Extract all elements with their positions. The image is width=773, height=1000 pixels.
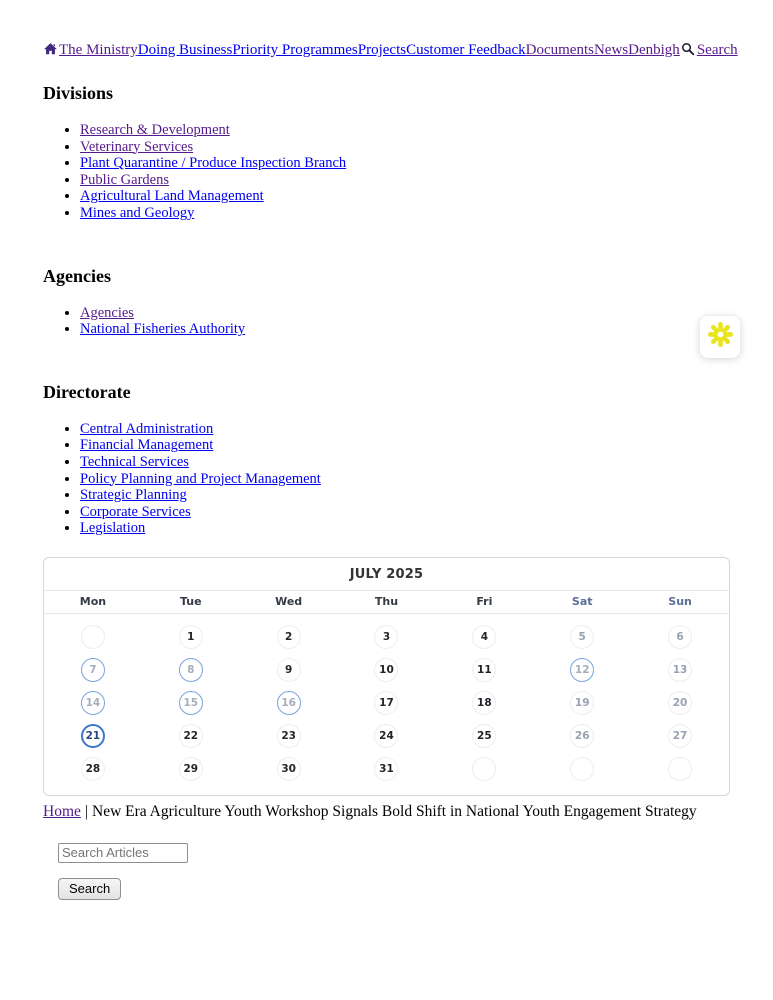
article-search-form [58, 843, 730, 900]
day-header-mon: Mon [79, 594, 107, 608]
divisions-list [43, 122, 730, 222]
day-header-tue: Tue [179, 594, 202, 608]
list-item [80, 321, 730, 338]
calendar-day-9[interactable]: 9 [240, 654, 338, 687]
link-agencies[interactable]: Agencies [80, 304, 134, 321]
breadcrumb-separator: | [84, 802, 88, 820]
link-research-development[interactable]: Research & Development [80, 122, 230, 138]
calendar-day-14[interactable]: 14 [44, 687, 142, 720]
nav-link-documents[interactable]: Documents [525, 42, 594, 58]
calendar-day-empty [631, 753, 729, 786]
nav-search-link[interactable]: Search [696, 42, 738, 58]
calendar-day-7[interactable]: 7 [44, 654, 142, 687]
list-item [80, 188, 730, 205]
nav-link-the-ministry[interactable]: The Ministry [59, 42, 138, 58]
home-icon[interactable] [43, 42, 58, 61]
link-policy-planning[interactable]: Policy Planning and Project Management [80, 470, 321, 487]
list-item [80, 155, 730, 172]
calendar-day-headers [44, 591, 729, 614]
link-central-administration[interactable]: Central Administration [80, 420, 214, 437]
calendar-day-4[interactable]: 4 [435, 621, 533, 654]
calendar-day-empty [44, 621, 142, 654]
calendar-day-empty [435, 753, 533, 786]
calendar-day-22[interactable]: 22 [142, 720, 240, 753]
link-veterinary-services[interactable]: Veterinary Services [80, 138, 194, 155]
top-nav [43, 42, 738, 61]
link-agricultural-land-management[interactable]: Agricultural Land Management [80, 188, 264, 205]
calendar-day-26[interactable]: 26 [533, 720, 631, 753]
calendar-day-15[interactable]: 15 [142, 687, 240, 720]
link-plant-quarantine[interactable]: Plant Quarantine / Produce Inspection Branch [80, 155, 347, 172]
list-item [80, 487, 730, 504]
calendar-day-30[interactable]: 30 [240, 753, 338, 786]
list-item [80, 504, 730, 521]
list-item [80, 205, 730, 222]
list-item [80, 421, 730, 438]
calendar-day-1[interactable]: 1 [142, 621, 240, 654]
link-financial-management[interactable]: Financial Management [80, 437, 214, 454]
calendar-day-24[interactable]: 24 [338, 720, 436, 753]
asterisk-burst-icon [707, 321, 734, 353]
calendar-day-19[interactable]: 19 [533, 687, 631, 720]
calendar-day-2[interactable]: 2 [240, 621, 338, 654]
calendar-day-27[interactable]: 27 [631, 720, 729, 753]
section-title-divisions: Divisions [43, 83, 114, 103]
list-item [80, 172, 730, 189]
breadcrumb-home-link[interactable]: Home [43, 802, 81, 820]
day-header-sat: Sat [571, 594, 593, 608]
link-public-gardens[interactable]: Public Gardens [80, 171, 169, 188]
nav-link-news[interactable]: News [593, 42, 629, 58]
calendar-day-empty [533, 753, 631, 786]
section-title-agencies: Agencies [43, 265, 111, 286]
nav-link-denbigh[interactable]: Denbigh [628, 42, 680, 58]
day-header-wed: Wed [275, 594, 303, 608]
calendar-day-6[interactable]: 6 [631, 621, 729, 654]
calendar-day-23[interactable]: 23 [240, 720, 338, 753]
calendar-day-18[interactable]: 18 [435, 687, 533, 720]
list-item [80, 122, 730, 139]
article-title: New Era Agriculture Youth Workshop Signals Bold Shift in National Youth Engagement Strategy [92, 802, 697, 820]
day-header-thu: Thu [374, 594, 399, 608]
article-search-button[interactable]: Search [58, 878, 121, 900]
list-item [80, 139, 730, 156]
nav-link-projects[interactable]: Projects [357, 42, 407, 58]
day-header-sun: Sun [668, 594, 692, 608]
link-technical-services[interactable]: Technical Services [80, 453, 189, 470]
calendar-day-17[interactable]: 17 [338, 687, 436, 720]
calendar-day-29[interactable]: 29 [142, 753, 240, 786]
calendar-day-8[interactable]: 8 [142, 654, 240, 687]
accessibility-widget-button[interactable] [700, 316, 740, 358]
calendar-day-11[interactable]: 11 [435, 654, 533, 687]
nav-link-priority-programmes[interactable]: Priority Programmes [232, 42, 358, 58]
list-item [80, 437, 730, 454]
list-item [80, 305, 730, 322]
calendar-day-12[interactable]: 12 [533, 654, 631, 687]
calendar-day-13[interactable]: 13 [631, 654, 729, 687]
calendar-day-16[interactable]: 16 [240, 687, 338, 720]
calendar-day-5[interactable]: 5 [533, 621, 631, 654]
calendar-day-10[interactable]: 10 [338, 654, 436, 687]
calendar-grid [44, 614, 729, 795]
link-strategic-planning[interactable]: Strategic Planning [80, 487, 187, 504]
calendar-day-20[interactable]: 20 [631, 687, 729, 720]
link-corporate-services[interactable]: Corporate Services [80, 503, 191, 520]
calendar-day-21-today[interactable]: 21 [44, 720, 142, 753]
directorate-list [43, 421, 730, 537]
breadcrumb [43, 803, 730, 821]
calendar-day-28[interactable]: 28 [44, 753, 142, 786]
link-legislation[interactable]: Legislation [80, 520, 146, 537]
search-icon [681, 42, 695, 61]
calendar-day-3[interactable]: 3 [338, 621, 436, 654]
list-item [80, 471, 730, 488]
list-item [80, 454, 730, 471]
list-item [80, 520, 730, 537]
calendar-day-25[interactable]: 25 [435, 720, 533, 753]
nav-link-doing-business[interactable]: Doing Business [137, 42, 233, 58]
agencies-list [43, 305, 730, 338]
events-calendar [43, 557, 730, 796]
day-header-fri: Fri [476, 594, 493, 608]
calendar-day-31[interactable]: 31 [338, 753, 436, 786]
calendar-month-title: JULY 2025 [44, 558, 729, 591]
link-mines-and-geology[interactable]: Mines and Geology [80, 204, 195, 221]
section-title-directorate: Directorate [43, 381, 131, 402]
article-search-input[interactable] [58, 843, 188, 863]
nav-link-customer-feedback[interactable]: Customer Feedback [406, 42, 526, 58]
link-national-fisheries-authority[interactable]: National Fisheries Authority [80, 321, 246, 338]
